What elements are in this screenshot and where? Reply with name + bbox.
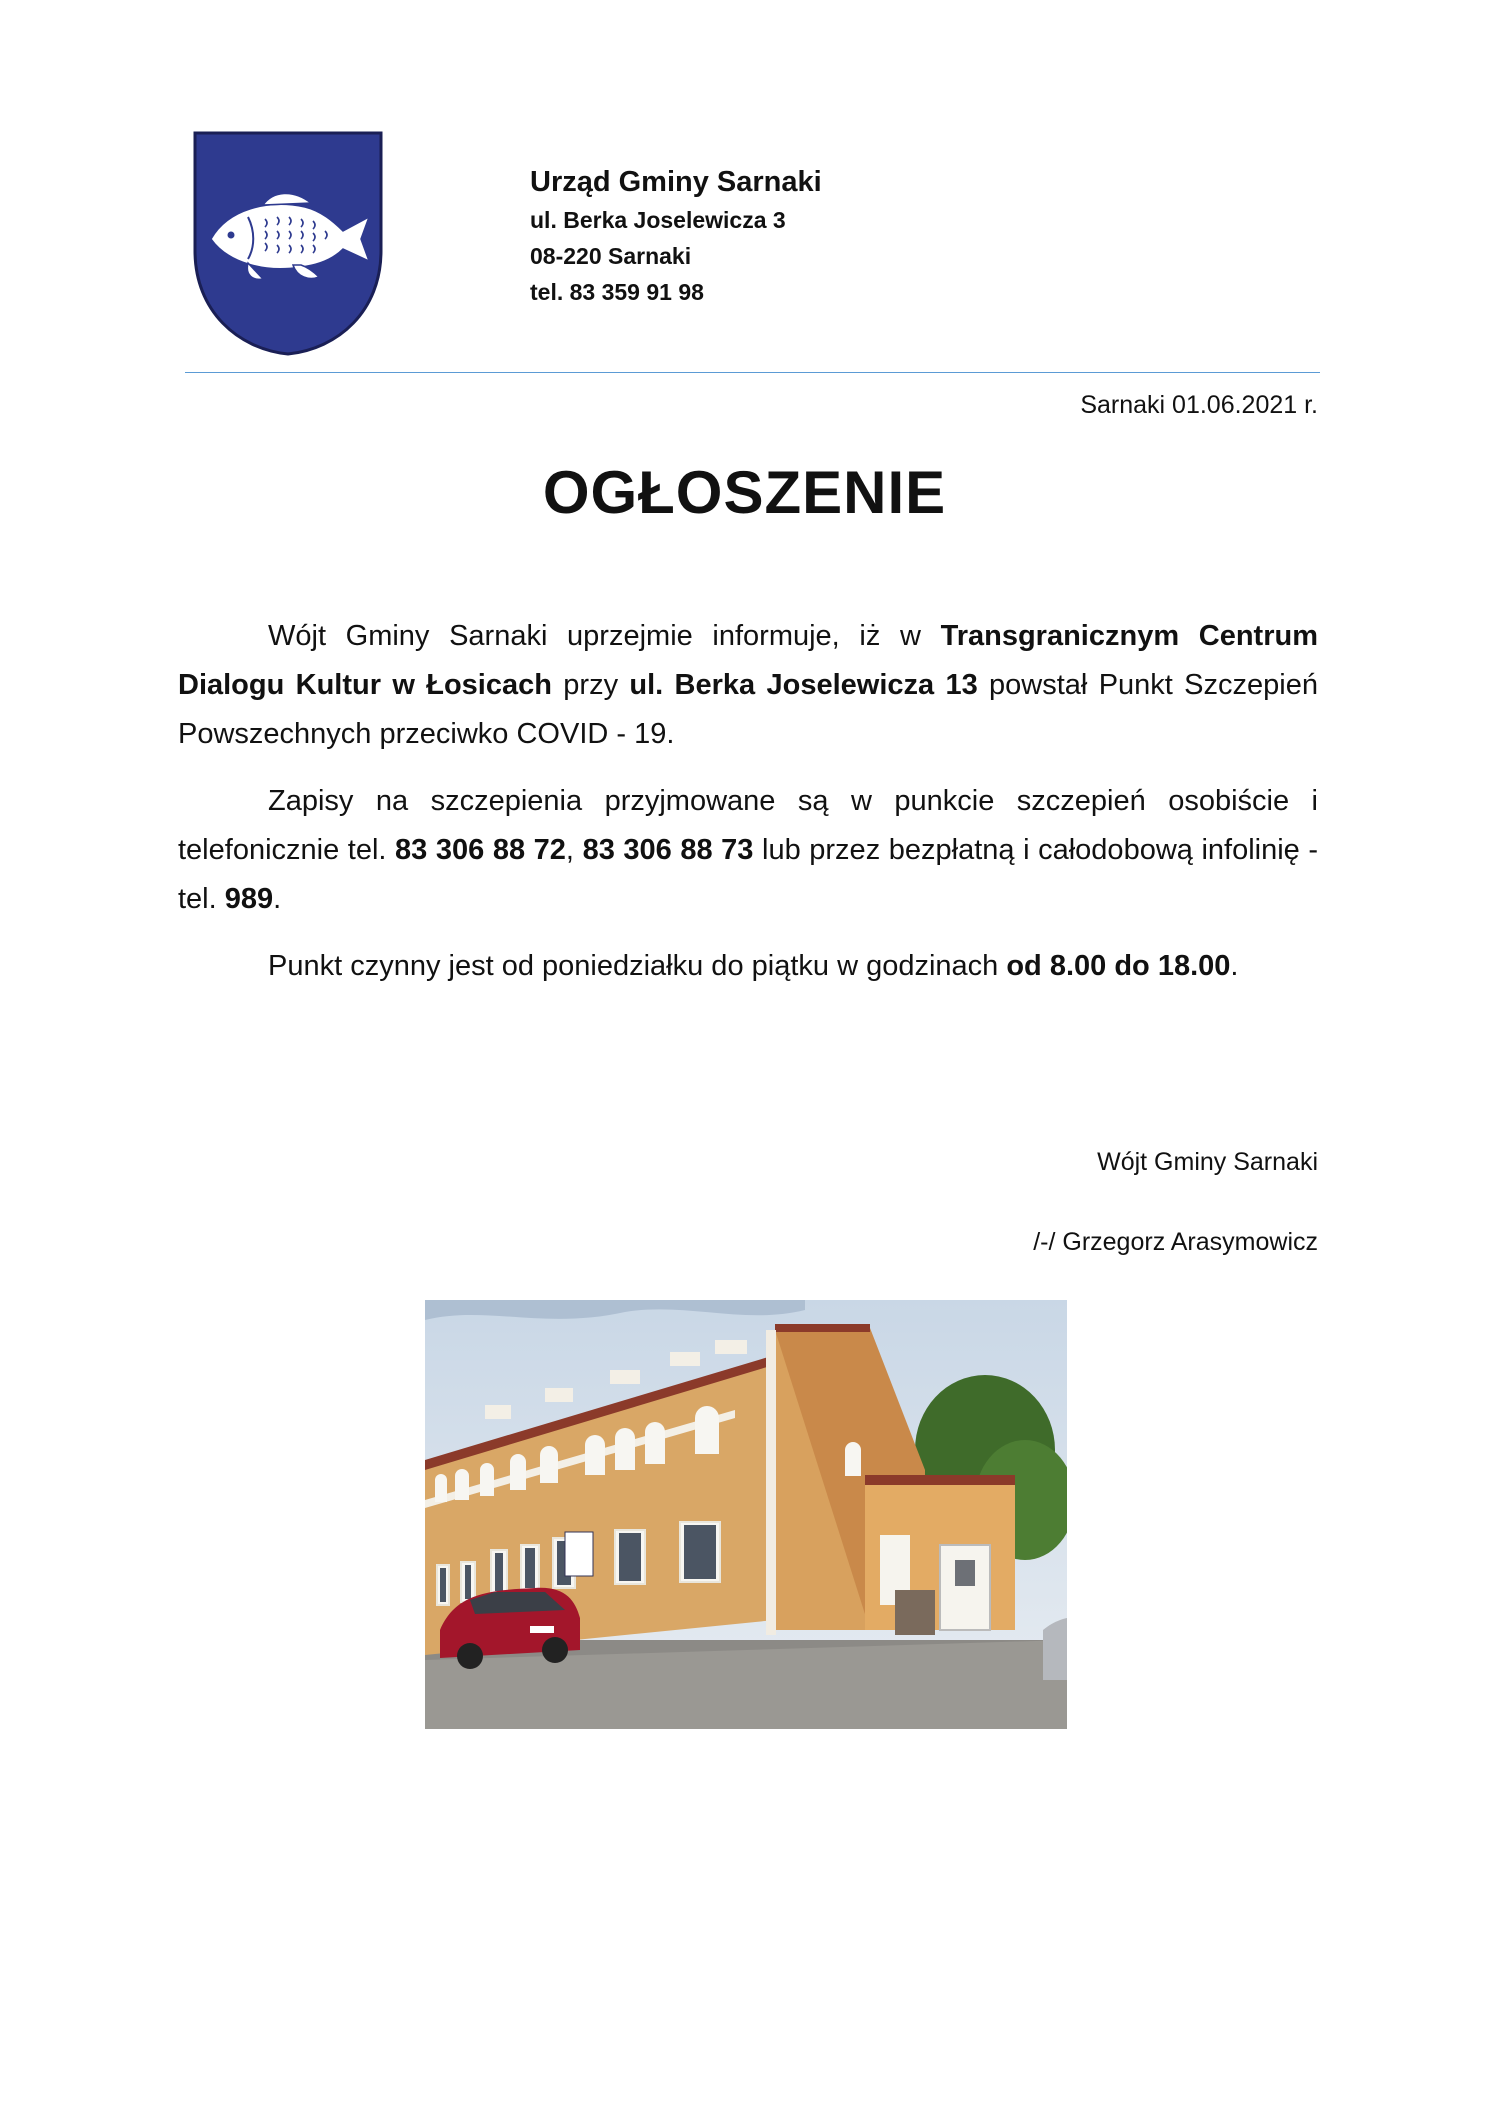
- phone-number-2: 83 306 88 73: [582, 834, 754, 866]
- signature-name: /-/ Grzegorz Arasymowicz: [1033, 1228, 1318, 1256]
- text-span: przy: [551, 669, 630, 701]
- announcement-body: [178, 612, 1318, 1009]
- opening-hours: od 8.00 do 18.00: [1006, 950, 1231, 982]
- text-span: lub przez bezpłatną i całodobową infolinię - tel.: [178, 834, 1319, 915]
- office-name: Urząd Gminy Sarnaki: [530, 166, 822, 198]
- text-span: ,: [565, 834, 583, 866]
- office-street: ul. Berka Joselewicza 3: [530, 207, 786, 233]
- text-span: Zapisy na szczepienia przyjmowane są w punkcie szczepień osobiście i telefonicznie tel.: [178, 785, 1318, 866]
- text-span: .: [1230, 950, 1239, 982]
- office-phone: tel. 83 359 91 98: [530, 279, 704, 305]
- text-span: .: [273, 883, 282, 915]
- text-span: Punkt czynny jest od poniedziałku do piątku w godzinach: [268, 950, 1007, 982]
- text-span: Wójt Gminy Sarnaki uprzejmie informuje, iż w: [268, 620, 941, 652]
- paragraph-location: [178, 612, 1318, 759]
- office-postal: 08-220 Sarnaki: [530, 243, 692, 269]
- paragraph-registration: [178, 777, 1318, 924]
- phone-number-1: 83 306 88 72: [395, 834, 566, 866]
- document-date: Sarnaki 01.06.2021 r.: [1080, 391, 1318, 419]
- center-address: ul. Berka Joselewicza 13: [629, 669, 978, 701]
- document-title: OGŁOSZENIE: [542, 459, 947, 526]
- header-divider: [185, 372, 1320, 373]
- letterhead: [530, 162, 822, 310]
- hotline-number: 989: [224, 883, 274, 915]
- text-span: powstał Punkt Szczepień Powszechnych przeciwko COVID - 19.: [178, 669, 1318, 750]
- fish-coat-of-arms-icon: [193, 131, 383, 356]
- paragraph-hours: [178, 942, 1318, 991]
- building-photo: [425, 1300, 1067, 1729]
- center-name: Transgranicznym Centrum Dialogu Kultur w Łosicach: [178, 620, 1318, 701]
- signature-role: Wójt Gminy Sarnaki: [1097, 1148, 1318, 1176]
